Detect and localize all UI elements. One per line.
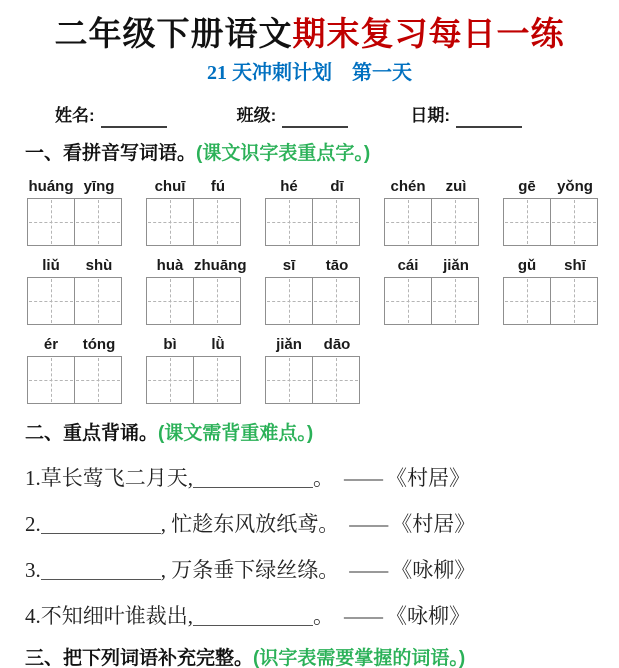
grid-cell — [74, 278, 121, 324]
writing-grid — [27, 277, 122, 325]
grid-cell — [312, 199, 359, 245]
recitation-line-3 — [0, 556, 619, 585]
grid-cell — [74, 357, 121, 403]
grid-cell — [504, 199, 550, 245]
section-two-heading — [0, 421, 619, 447]
writing-grid — [27, 198, 122, 246]
em-dash: —— — [344, 466, 380, 490]
section-three-note: (识字表需要掌握的词语。) — [253, 648, 466, 668]
writing-grid — [146, 356, 241, 404]
pinyin-item — [384, 257, 480, 325]
pinyin-item — [384, 178, 480, 246]
pinyin-label: sī tāo — [282, 257, 349, 274]
pinyin-label: liǔ shù — [42, 257, 113, 274]
grid-cell — [147, 199, 193, 245]
pinyin-item — [27, 336, 123, 404]
line-number: 4. — [25, 604, 41, 628]
writing-grid — [503, 277, 598, 325]
date-blank — [456, 108, 522, 128]
recitation-line-1 — [0, 464, 619, 493]
section-one-heading — [0, 141, 619, 167]
subtitle: 21 天冲刺计划 第一天 — [207, 62, 412, 84]
pinyin-label: huà zhuāng — [156, 257, 247, 274]
class-blank — [282, 108, 348, 128]
writing-grid — [265, 198, 360, 246]
pinyin-item — [265, 178, 361, 246]
pinyin-row-1 — [0, 178, 619, 246]
grid-cell — [266, 278, 312, 324]
writing-grid — [146, 198, 241, 246]
grid-cell — [504, 278, 550, 324]
date-label: 日期: — [410, 106, 451, 125]
grid-cell — [385, 278, 431, 324]
pinyin-item — [503, 178, 599, 246]
pinyin-item — [27, 257, 123, 325]
pinyin-label: jiǎn dāo — [276, 336, 351, 353]
pinyin-item — [27, 178, 123, 246]
date-field — [410, 104, 522, 128]
section-two-note: (课文需背重难点。) — [158, 423, 314, 444]
writing-grid — [384, 277, 479, 325]
grid-cell — [193, 199, 240, 245]
em-dash: —— — [344, 604, 380, 628]
poem-source: 《咏柳》 — [391, 558, 476, 582]
grid-cell — [385, 199, 431, 245]
pinyin-label: gǔ shī — [517, 257, 586, 274]
line-text-after: , 忙趁东风放纸鸢。 — [160, 512, 340, 536]
grid-cell — [193, 357, 240, 403]
pinyin-label: chén zuì — [390, 178, 467, 195]
grid-cell — [550, 199, 597, 245]
pinyin-item — [146, 257, 247, 325]
pinyin-row-3 — [0, 336, 619, 404]
section-three-heading — [0, 646, 619, 668]
line-text-after: 。 — [313, 466, 334, 490]
writing-grid — [503, 198, 598, 246]
poem-source: 《村居》 — [391, 512, 476, 536]
grid-cell — [193, 278, 240, 324]
line-number: 1. — [25, 466, 41, 490]
title-red-part: 期末复习每日一练 — [292, 17, 565, 53]
pinyin-row-2 — [0, 257, 619, 325]
section-one-note: (课文识字表重点字。) — [196, 143, 371, 164]
pinyin-label: huáng yīng — [28, 178, 115, 195]
grid-cell — [431, 199, 478, 245]
class-label: 班级: — [236, 106, 277, 125]
pinyin-label: hé dī — [280, 178, 344, 195]
name-field — [55, 104, 167, 128]
em-dash: —— — [349, 512, 386, 536]
grid-cell — [431, 278, 478, 324]
title-black-part: 二年级下册语文 — [54, 17, 293, 53]
fill-in-blank — [41, 559, 161, 580]
class-field — [237, 104, 349, 128]
grid-cell — [312, 357, 359, 403]
pinyin-item — [503, 257, 599, 325]
grid-cell — [266, 199, 312, 245]
pinyin-label: ér tóng — [43, 336, 116, 353]
grid-cell — [147, 357, 193, 403]
name-label: 姓名: — [55, 106, 95, 125]
pinyin-label: gē yǒng — [518, 178, 593, 195]
name-blank — [101, 108, 167, 128]
pinyin-label: chuī fú — [154, 178, 226, 195]
grid-cell — [28, 357, 74, 403]
pinyin-label: cái jiǎn — [397, 257, 469, 274]
line-text-before: 不知细叶谁裁出, — [40, 604, 193, 628]
fill-in-blank — [193, 605, 313, 626]
fill-in-blank — [193, 467, 313, 488]
line-text-after: 。 — [313, 604, 334, 628]
recitation-line-2 — [0, 510, 619, 539]
section-two-title: 二、重点背诵。 — [25, 423, 159, 444]
line-number: 2. — [25, 512, 41, 536]
grid-cell — [312, 278, 359, 324]
grid-cell — [74, 199, 121, 245]
writing-grid — [265, 356, 360, 404]
pinyin-label: bì lǜ — [163, 336, 225, 353]
fill-in-blank — [41, 513, 161, 534]
writing-grid — [384, 198, 479, 246]
page-title — [0, 14, 619, 56]
info-row — [0, 104, 619, 128]
line-text-after: , 万条垂下绿丝绦。 — [160, 558, 340, 582]
recitation-line-4 — [0, 602, 619, 631]
pinyin-item — [265, 257, 361, 325]
poem-source: 《村居》 — [386, 466, 470, 490]
em-dash: —— — [349, 558, 386, 582]
section-one-title: 一、看拼音写词语。 — [25, 143, 197, 164]
grid-cell — [28, 278, 74, 324]
writing-grid — [265, 277, 360, 325]
grid-cell — [147, 278, 193, 324]
section-three-title: 三、把下列词语补充完整。 — [25, 648, 254, 668]
pinyin-item — [265, 336, 361, 404]
line-number: 3. — [25, 558, 41, 582]
writing-grid — [27, 356, 122, 404]
poem-source: 《咏柳》 — [386, 604, 470, 628]
grid-cell — [28, 199, 74, 245]
writing-grid — [146, 277, 241, 325]
pinyin-item — [146, 178, 242, 246]
grid-cell — [266, 357, 312, 403]
pinyin-item — [146, 336, 242, 404]
line-text-before: 草长莺飞二月天, — [40, 466, 193, 490]
grid-cell — [550, 278, 597, 324]
